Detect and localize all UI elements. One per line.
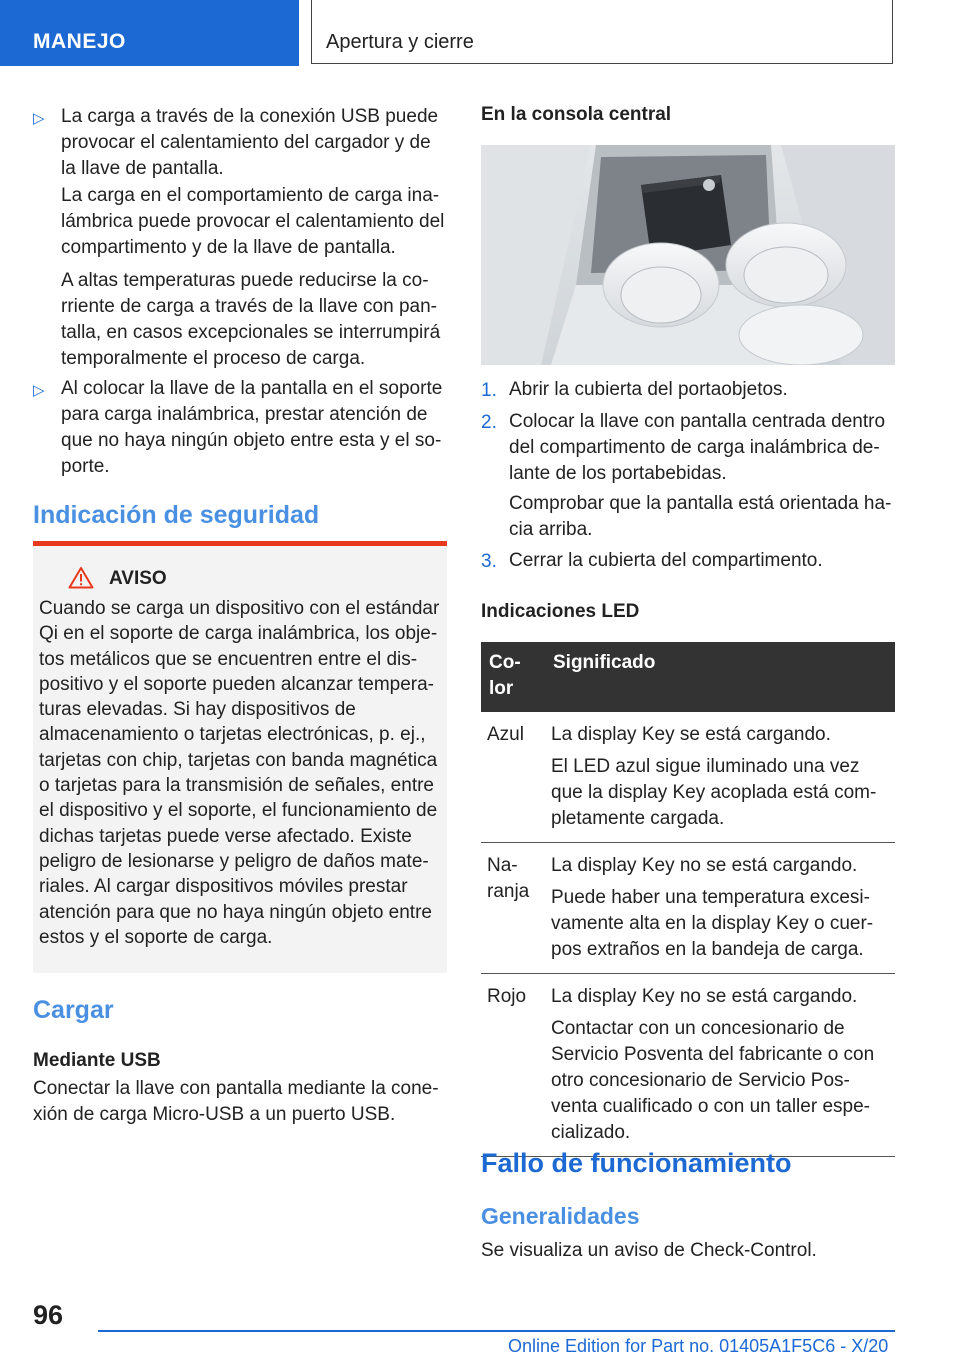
header-chapter-box [311,0,893,64]
text-line: lámbrica puede provocar el calentamiento del [61,211,445,232]
text-line: porte. [61,456,110,477]
bullet-triangle-icon: ▷ [33,110,45,127]
usb-heading: Mediante USB [33,1050,161,1071]
warning-box [33,541,447,973]
table-cell-meaning [545,843,895,974]
footer-edition: Online Edition for Part no. 01405A1F5C6 - X/20 [508,1336,889,1356]
text-line: Servicio Posventa del fabricante o con [551,1044,875,1065]
paragraph-high-temperatures [61,268,451,372]
text-line: El LED azul sigue iluminado una vez [551,756,860,777]
table-header-row [481,642,895,712]
text-line: Co‐ [489,652,521,673]
bullet-placing-key [61,376,451,480]
text-line: Puede haber una temperatura excesi‐ [551,887,870,908]
text-line: lor [489,678,514,699]
text-line: temporalmente el proceso de carga. [61,348,366,369]
text-line: dichas tarjetas puede verse afectado. Existe [39,825,412,847]
text-line: pos extraños en la bandeja de carga. [551,939,864,960]
table-cell-color [481,843,545,974]
text-line: o tarjetas para la transmisión de señales, entre [39,775,434,797]
chapter-label: Apertura y cierre [326,31,474,53]
text-line: peligro de lesionarse y peligro de daños mate‐ [39,850,429,872]
safety-heading: Indicación de seguridad [33,501,320,529]
cell-main-text: La display Key no se está cargando. [551,855,858,876]
cell-main-text: La display Key no se está cargando. [551,986,858,1007]
text-line: positivo y el soporte pueden alcanzar tempera‐ [39,673,435,695]
step-number: 3. [481,551,497,572]
text-line: pletamente cargada. [551,808,725,829]
bullet-triangle-icon: ▷ [33,382,45,399]
usb-text [33,1076,451,1128]
text-line: tarjetas con chip, tarjetas con banda magnética [39,749,438,771]
step-number: 2. [481,412,497,433]
column-header-meaning: Significado [545,642,895,712]
text-line: Conectar la llave con pantalla mediante la cone‐ [33,1078,439,1099]
text-line: la llave de pantalla. [61,158,224,179]
text-line: cializado. [551,1122,631,1143]
led-table [481,642,895,1157]
text-line: vamente alta en la display Key o cuer‐ [551,913,874,934]
text-line: xión de carga Micro-USB a un puerto USB. [33,1104,396,1125]
text-line: Contactar con un concesionario de [551,1018,845,1039]
header-section-tab [0,0,299,66]
text-line: rriente de carga a través de la llave con pan‐ [61,296,437,317]
text-line: Qi en el soporte de carga inalámbrica, los obje‐ [39,623,438,645]
text-line: Cerrar la cubierta del compartimento. [509,550,823,571]
table-cell-color [481,712,545,843]
step-3-text [509,548,899,574]
table-cell-meaning [545,974,895,1157]
text-line: tos metálicos que se encuentren entre el dis‐ [39,648,418,670]
table-row [481,712,895,843]
warning-title: AVISO [109,568,167,589]
step-2-text [509,409,899,487]
text-line: Na‐ [487,855,518,876]
console-illustration [481,145,895,365]
step-number: 1. [481,380,497,401]
text-line: ranja [487,881,530,902]
text-line: turas elevadas. Si hay dispositivos de [39,699,356,721]
table-cell-meaning [545,712,895,843]
text-line: otro concesionario de Servicio Pos‐ [551,1070,850,1091]
text-line: para carga inalámbrica, prestar atención de [61,404,428,425]
text-line: venta cualificado o con un taller espe‐ [551,1096,870,1117]
led-heading: Indicaciones LED [481,601,640,622]
footer-divider [98,1330,895,1332]
text-line: el dispositivo y el soporte, el funcionamiento de [39,800,438,822]
page-number: 96 [33,1300,64,1330]
text-line: que la display Key acoplada está com‐ [551,782,877,803]
section-label: MANEJO [33,30,126,53]
general-text: Se visualiza un aviso de Check-Control. [481,1240,817,1261]
text-line: Azul [487,724,524,745]
malfunction-heading: Fallo de funcionamiento [481,1148,792,1178]
text-line: talla, en casos excepcionales se interrumpirá [61,322,441,343]
charge-heading: Cargar [33,996,114,1024]
bullet-usb-charging [61,104,451,182]
column-header-color [481,642,545,712]
center-console-photo [481,145,895,365]
text-line: provocar el calentamiento del cargador y de [61,132,431,153]
general-heading: Generalidades [481,1203,640,1229]
text-line: atención para que no haya ningún objeto entre [39,901,432,923]
text-line: A altas temperaturas puede reducirse la co‐ [61,270,429,291]
text-line: lante de los portabebidas. [509,463,727,484]
text-line: compartimento y de la llave de pantalla. [61,237,396,258]
text-line: riales. Al cargar dispositivos móviles prestar [39,876,408,898]
text-line: estos y el soporte de carga. [39,926,273,948]
text-line: La carga a través de la conexión USB puede [61,106,439,127]
console-heading: En la consola central [481,104,672,125]
text-line: del compartimento de carga inalámbrica de‐ [509,437,880,458]
table-row [481,974,895,1157]
warning-text [39,596,445,950]
text-line: Cuando se carga un dispositivo con el estándar [39,598,440,619]
table-cell-color [481,974,545,1157]
text-line: Rojo [487,986,527,1007]
paragraph-wireless-heating [61,183,451,261]
text-line: Al colocar la llave de la pantalla en el soporte [61,378,443,399]
warning-triangle-icon [68,566,94,589]
text-line: almacenamiento o tarjetas electrónicas, p. ej., [39,724,426,746]
step-1-text [509,377,899,403]
text-line: Abrir la cubierta del portaobjetos. [509,379,788,400]
text-line: Colocar la llave con pantalla centrada dentro [509,411,886,432]
text-line: cia arriba. [509,519,593,540]
table-row [481,843,895,974]
cell-main-text: La display Key se está cargando. [551,724,831,745]
step-2-note [509,491,899,543]
text-line: La carga en el comportamiento de carga ina‐ [61,185,440,206]
text-line: que no haya ningún objeto entre esta y el so‐ [61,430,442,451]
text-line: Comprobar que la pantalla está orientada ha‐ [509,493,892,514]
